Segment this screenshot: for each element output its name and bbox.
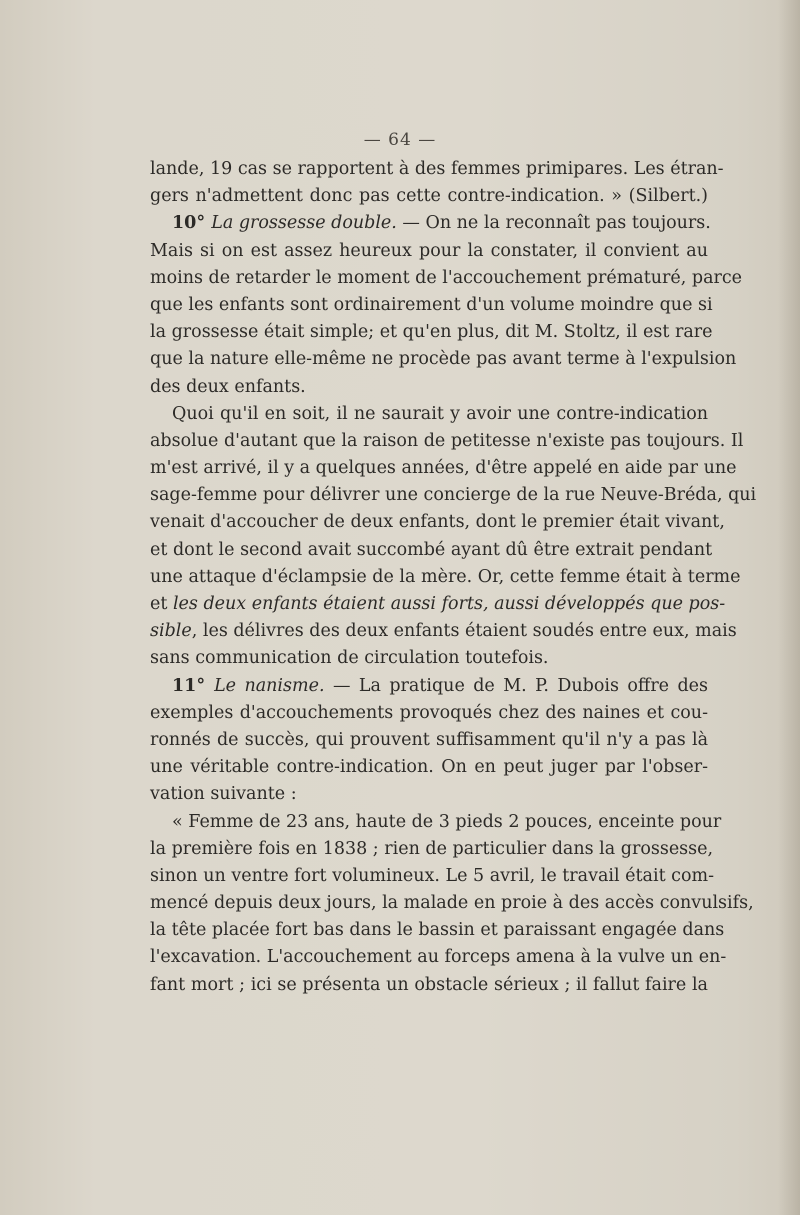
text-segment: la grossesse était simple; et qu'en plus, dit M. Stoltz, il est rare xyxy=(150,322,713,343)
text-line xyxy=(150,401,708,428)
text-line xyxy=(150,210,711,237)
text-segment: vation suivante : xyxy=(150,784,297,805)
text-line xyxy=(150,564,741,591)
text-segment: des deux enfants. xyxy=(150,376,306,397)
text-segment: — La pratique de M. P. Dubois offre des xyxy=(324,675,708,696)
page-edge-shadow xyxy=(778,0,800,1215)
text-line xyxy=(150,428,744,455)
text-line xyxy=(150,836,714,863)
text-segment: les deux enfants étaient aussi forts, aussi développés que pos- xyxy=(172,594,726,614)
text-segment: mencé depuis deux jours, la malade en proie à des accès convulsifs, xyxy=(150,893,754,914)
text-segment: une attaque d'éclampsie de la mère. Or, cette femme était à terme xyxy=(150,566,741,587)
text-line xyxy=(150,673,708,700)
text-line xyxy=(150,754,708,781)
text-line xyxy=(150,265,743,292)
text-line xyxy=(150,346,737,373)
text-line xyxy=(150,455,737,482)
text-segment: exemples d'accouchements provoqués chez des naines et cou- xyxy=(150,702,708,723)
text-segment: sible xyxy=(150,621,192,642)
text-line xyxy=(150,537,713,564)
text-line xyxy=(150,238,708,265)
page-number: — 64 — xyxy=(363,130,437,150)
text-segment: sans communication de circulation toutefois. xyxy=(150,648,549,669)
text-segment: lande, 19 cas se rapportent à des femmes primipares. Les étran- xyxy=(150,159,724,179)
text-line xyxy=(150,645,708,672)
text-segment: 10° xyxy=(172,213,212,234)
text-line xyxy=(150,944,727,971)
text-line xyxy=(150,618,737,645)
text-line xyxy=(150,319,713,346)
text-segment: la première fois en 1838 ; rien de particulier dans la grossesse, xyxy=(150,838,714,859)
text-segment: « Femme de 23 ans, haute de 3 pieds 2 pouces, enceinte pour xyxy=(172,811,722,832)
text-segment: sinon un ventre fort volumineux. Le 5 avril, le travail était com- xyxy=(150,865,715,886)
text-segment: fant mort ; ici se présenta un obstacle sérieux ; il fallut faire la xyxy=(150,974,708,995)
text-segment: l'excavation. L'accouchement au forceps amena à la vulve un en- xyxy=(150,947,727,968)
text-segment: ronnés de succès, qui prouvent suffisamment qu'il n'y a pas là xyxy=(150,729,708,750)
text-segment: venait d'accoucher de deux enfants, dont le premier était vivant, xyxy=(150,512,725,533)
text-line xyxy=(150,482,757,509)
body-text xyxy=(150,156,757,999)
text-line xyxy=(150,591,726,618)
text-segment: — On ne la reconnaît pas toujours. xyxy=(396,213,711,234)
text-line xyxy=(150,781,708,808)
text-line xyxy=(150,700,708,727)
text-segment: absolue d'autant que la raison de petitesse n'existe pas toujours. Il xyxy=(150,430,744,451)
text-segment: Quoi qu'il en soit, il ne saurait y avoir une contre-indication xyxy=(172,403,708,424)
text-line xyxy=(150,183,708,210)
text-segment: La grossesse double. xyxy=(211,213,397,234)
text-line xyxy=(150,917,725,944)
text-line xyxy=(150,156,724,183)
text-segment: gers n'admettent donc pas cette contre-indication. » (Silbert.) xyxy=(150,186,708,207)
text-segment: que les enfants sont ordinairement d'un volume moindre que si xyxy=(150,294,713,315)
text-segment: Mais si on est assez heureux pour la constater, il convient au xyxy=(150,240,708,261)
text-line xyxy=(150,374,708,401)
text-segment: sage-femme pour délivrer une concierge de la rue Neuve-Bréda, qui xyxy=(150,485,757,506)
text-line xyxy=(150,972,708,999)
text-segment: et xyxy=(150,594,173,614)
text-line xyxy=(150,727,708,754)
text-line xyxy=(150,509,725,536)
text-line xyxy=(150,292,713,319)
text-segment: m'est arrivé, il y a quelques années, d'être appelé en aide par une xyxy=(150,458,737,479)
text-line xyxy=(150,863,715,890)
text-segment: et dont le second avait succombé ayant dû être extrait pendant xyxy=(150,539,713,560)
text-segment: moins de retarder le moment de l'accouchement prématuré, parce xyxy=(150,267,743,288)
text-line xyxy=(150,809,722,836)
text-segment: 11° xyxy=(172,675,215,696)
text-segment: une véritable contre-indication. On en peut juger par l'obser- xyxy=(150,757,708,778)
text-segment: Le nanisme. xyxy=(214,675,325,696)
text-segment: , les délivres des deux enfants étaient soudés entre eux, mais xyxy=(191,621,737,642)
text-segment: la tête placée fort bas dans le bassin et paraissant engagée dans xyxy=(150,920,725,941)
text-segment: que la nature elle-même ne procède pas avant terme à l'expulsion xyxy=(150,349,737,370)
text-line xyxy=(150,890,754,917)
